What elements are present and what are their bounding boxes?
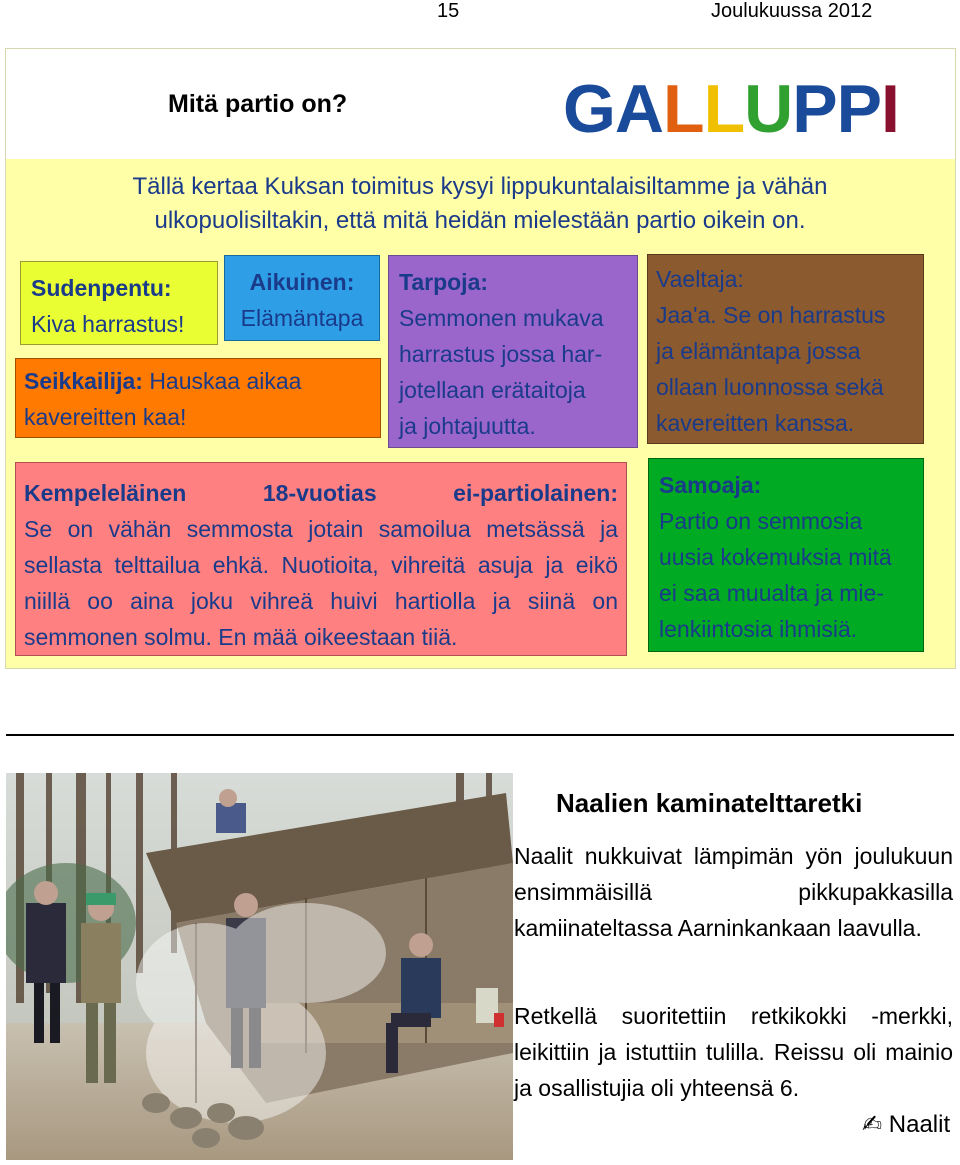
- poll-intro: [60, 170, 900, 238]
- gallup-letter: A: [614, 71, 664, 147]
- answer-line: uusia kokemuksia mitä: [659, 544, 892, 570]
- gallup-letter: L: [663, 71, 704, 147]
- answer-line: ja elämäntapa jossa: [656, 338, 861, 364]
- page-number: 15: [437, 0, 460, 22]
- section-divider: [6, 734, 954, 736]
- issue-date: Joulukuussa 2012: [711, 0, 873, 22]
- gallup-letter: G: [563, 71, 615, 147]
- answer-line: lenkiintosia ihmisiä.: [659, 616, 858, 642]
- answer-text: Kiva harrastus!: [31, 311, 185, 337]
- role-label: Tarpoja:: [399, 269, 489, 295]
- writing-hand-icon: ✍: [862, 1111, 883, 1138]
- article-paragraph-2: Retkellä suoritettiin retkikokki -merkki, leikittiin ja istuttiin tulilla. Reissu oli mainio ja osallistujia oli yhteensä 6.: [514, 1003, 953, 1101]
- answer-line: ja johtajuutta.: [399, 413, 536, 439]
- answer-text: Se on vähän semmosta jotain samoilua metsässä ja sellasta telttailua ehkä. Nuotioita, vihreitä asuja ja eikö niillä oo aina joku vihreä huivi hartiolla ja siinä on semmonen solmu. En mää oikeestaan tiiä.: [24, 516, 618, 650]
- answer-aikuinen: [224, 255, 380, 341]
- role-label: Samoaja:: [659, 472, 762, 498]
- answer-line: ollaan luonnossa sekä: [656, 374, 884, 400]
- role-label: Vaeltaja:: [656, 266, 744, 292]
- answer-tarpoja: [388, 255, 638, 448]
- role-label: Kempeleläinen 18-vuotias ei-partiolainen:: [24, 480, 618, 506]
- article-title: Naalien kaminatelttaretki: [556, 788, 863, 818]
- poll-intro-line-1: Tällä kertaa Kuksan toimitus kysyi lippukuntalaisiltamme ja vähän: [132, 173, 828, 200]
- article-signature: [862, 1110, 950, 1139]
- poll-intro-line-2: ulkopuolisiltakin, että mitä heidän mielestään partio oikein on.: [154, 207, 806, 234]
- gallup-letter: P: [792, 71, 837, 147]
- answer-sudenpentu: [20, 261, 218, 345]
- answer-kempelelainen: [15, 462, 627, 656]
- poll-question: Mitä partio on?: [168, 90, 348, 118]
- role-label: Seikkailija:: [24, 368, 143, 394]
- role-label: Sudenpentu:: [31, 275, 172, 301]
- gallup-heading: [563, 70, 899, 148]
- answer-text-line-1: Hauskaa aikaa: [149, 368, 302, 394]
- camp-photo: [6, 773, 513, 1160]
- signature-text: Naalit: [888, 1111, 951, 1138]
- answer-line: harrastus jossa har-: [399, 341, 603, 367]
- answer-text-line-2: kavereitten kaa!: [24, 404, 187, 430]
- answer-vaeltaja: [647, 254, 924, 444]
- gallup-letter: L: [703, 71, 745, 147]
- answer-line: ei saa muualta ja mie-: [659, 580, 884, 606]
- gallup-letter: U: [744, 71, 793, 147]
- answer-line: Semmonen mukava: [399, 305, 604, 331]
- answer-line: kavereitten kanssa.: [656, 410, 855, 436]
- answer-line: jotellaan erätaitoja: [399, 377, 586, 403]
- answer-seikkailija: [15, 358, 381, 438]
- article-paragraph-1: Naalit nukkuivat lämpimän yön joulukuun ensimmäisillä pikkupakkasilla kamiinateltassa Aarninkankaan laavulla.: [514, 843, 953, 941]
- gallup-letter: I: [880, 71, 899, 147]
- answer-samoaja: [648, 458, 924, 652]
- gallup-letter: P: [836, 71, 881, 147]
- answer-line: Jaa'a. Se on harrastus: [656, 302, 886, 328]
- role-label: Aikuinen:: [249, 269, 355, 295]
- answer-text: Elämäntapa: [240, 305, 364, 331]
- answer-line: Partio on semmosia: [659, 508, 863, 534]
